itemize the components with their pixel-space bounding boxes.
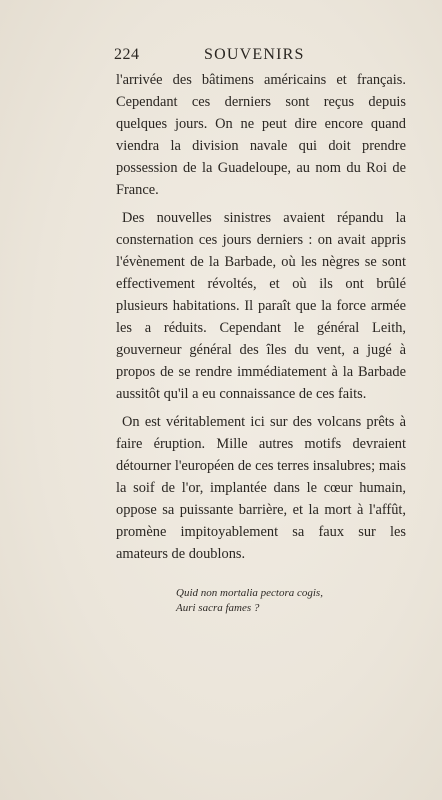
- page-header: [114, 46, 414, 68]
- page-number: 224: [114, 46, 140, 63]
- running-title: SOUVENIRS: [204, 46, 305, 63]
- quote-line-2: Auri sacra fames ?: [176, 602, 260, 614]
- body-text: [116, 69, 406, 565]
- paragraph-barbade: Des nouvelles sinistres avaient répandu la consternation ces jours derniers : on avait appris l'évènement de la Barbade, où les nègres se sont effectivement révoltés, et où ils ont brûlé plusieurs habitations. Il paraît que la force armée les a réduits. Cependant le général Leith, gouverneur général des îles du vent, a jugé à propos de se rendre immédiatement à la Barbade aussitôt qu'il a eu connaissance de ces faits.: [116, 210, 406, 402]
- quote-line-1: Quid non mortalia pectora cogis,: [176, 587, 323, 599]
- paragraph-volcans: On est véritablement ici sur des volcans prêts à faire éruption. Mille autres motifs devraient détourner l'européen de ces terres insalubres; mais la soif de l'or, implantée dans le cœur humain, oppose sa puissante barrière, et la mort à l'affût, promène impitoyablement sa faux sur les amateurs de doublons.: [116, 414, 406, 562]
- paragraph-continuation: l'arrivée des bâtimens américains et français. Cependant ces derniers sont reçus depuis quelques jours. On ne peut dire encore quand viendra la division navale qui doit prendre possession de la Guadeloupe, au nom du Roi de France.: [116, 72, 406, 198]
- latin-quote: [176, 586, 323, 616]
